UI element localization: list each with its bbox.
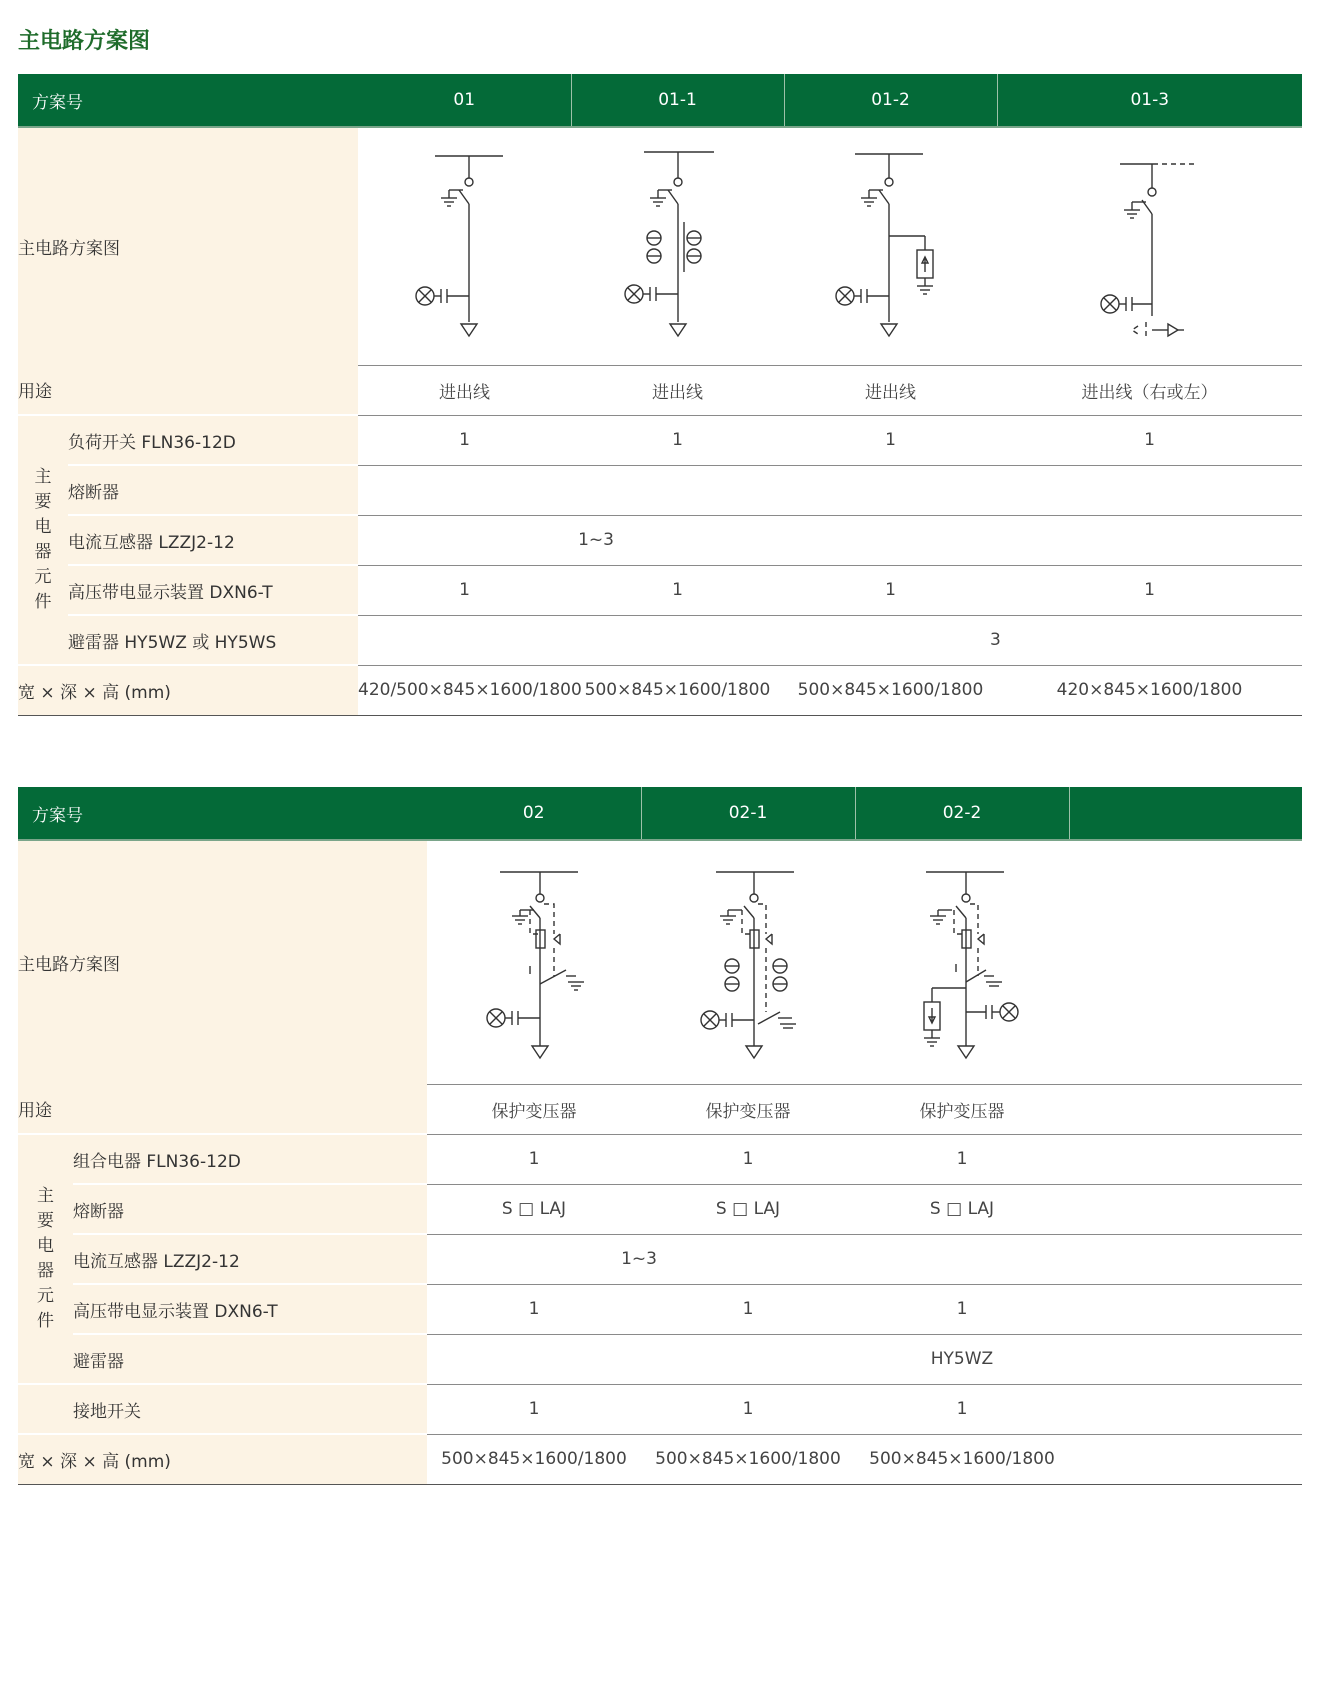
- usage-cell: 进出线: [784, 365, 997, 415]
- component-value: 1: [427, 1134, 641, 1184]
- component-value: [1069, 1134, 1302, 1184]
- component-value: 1: [571, 565, 784, 615]
- dims-row-label: 宽 × 深 × 高 (mm): [18, 665, 358, 715]
- component-name: 电流互感器 LZZJ2-12: [68, 515, 358, 565]
- scheme-table-1: [18, 74, 1302, 716]
- component-value: 1: [855, 1284, 1069, 1334]
- diagram-row-label: 主电路方案图: [18, 127, 358, 365]
- component-value: [997, 465, 1302, 515]
- component-name: 电流互感器 LZZJ2-12: [73, 1234, 427, 1284]
- component-name: 避雷器 HY5WZ 或 HY5WS: [68, 615, 358, 665]
- scheme-number: 01-3: [997, 74, 1302, 127]
- page-title: 主电路方案图: [18, 29, 151, 54]
- usage-cell: 进出线: [358, 365, 571, 415]
- component-value: [1069, 1284, 1302, 1334]
- component-group-label: 主 要 电 器 元 件: [18, 1134, 73, 1384]
- component-name: 高压带电显示装置 DXN6-T: [73, 1284, 427, 1334]
- dims-cell: [1069, 1434, 1302, 1484]
- component-value: 1: [641, 1284, 855, 1334]
- diagram-row-label: 主电路方案图: [18, 840, 427, 1084]
- scheme-number: 02: [427, 787, 641, 840]
- component-name: 避雷器: [73, 1334, 427, 1384]
- component-value: 1: [427, 1284, 641, 1334]
- scheme-number: 01: [358, 74, 571, 127]
- component-value: 1: [641, 1384, 855, 1434]
- component-value: 1: [784, 565, 997, 615]
- component-name: 负荷开关 FLN36-12D: [68, 415, 358, 465]
- component-value: 1: [641, 1134, 855, 1184]
- component-value: 1: [358, 415, 571, 465]
- component-value: 1~3: [358, 515, 784, 565]
- component-group-label: 主 要 电 器 元 件: [18, 415, 68, 665]
- component-name: 高压带电显示装置 DXN6-T: [68, 565, 358, 615]
- dims-cell: 500×845×1600/1800: [641, 1434, 855, 1484]
- circuit-diagram-01-3: [997, 127, 1302, 365]
- dims-cell: 500×845×1600/1800: [427, 1434, 641, 1484]
- component-value: [571, 465, 784, 515]
- component-name: 熔断器: [73, 1184, 427, 1234]
- circuit-diagram-02: [427, 840, 641, 1084]
- usage-cell: [1069, 1084, 1302, 1134]
- component-value: [641, 1334, 855, 1384]
- usage-cell: 保护变压器: [855, 1084, 1069, 1134]
- component-value: [427, 1334, 641, 1384]
- component-value: 3: [784, 615, 1302, 665]
- scheme-number: [1069, 787, 1302, 840]
- component-name: 熔断器: [68, 465, 358, 515]
- component-value: [1069, 1334, 1302, 1384]
- dims-row-label: 宽 × 深 × 高 (mm): [18, 1434, 427, 1484]
- circuit-diagram-02-2: [855, 840, 1069, 1084]
- component-value: 1: [855, 1134, 1069, 1184]
- component-value: [1069, 1184, 1302, 1234]
- scheme-number: 02-1: [641, 787, 855, 840]
- header-label: 方案号: [18, 74, 358, 127]
- component-value: [358, 465, 571, 515]
- dims-cell: 420/500×845×1600/1800: [358, 665, 571, 715]
- dims-cell: 500×845×1600/1800: [784, 665, 997, 715]
- dims-cell: 500×845×1600/1800: [571, 665, 784, 715]
- dims-cell: 500×845×1600/1800: [855, 1434, 1069, 1484]
- component-name: 组合电器 FLN36-12D: [73, 1134, 427, 1184]
- component-name: 接地开关: [73, 1384, 427, 1434]
- component-value: S □ LAJ: [427, 1184, 641, 1234]
- scheme-number: 01-2: [784, 74, 997, 127]
- usage-row-label: 用途: [18, 1084, 427, 1134]
- scheme-number: 02-2: [855, 787, 1069, 840]
- component-value: 1~3: [427, 1234, 855, 1284]
- circuit-diagram-01-1: [571, 127, 784, 365]
- component-value: 1: [855, 1384, 1069, 1434]
- circuit-diagram-02-1: [641, 840, 855, 1084]
- component-value: HY5WZ: [855, 1334, 1069, 1384]
- usage-row-label: 用途: [18, 365, 358, 415]
- usage-cell: 进出线（右或左）: [997, 365, 1302, 415]
- component-value: 1: [358, 565, 571, 615]
- circuit-diagram-01-2: [784, 127, 997, 365]
- component-value: [1069, 1384, 1302, 1434]
- usage-cell: 进出线: [571, 365, 784, 415]
- component-value: 1: [997, 415, 1302, 465]
- usage-cell: 保护变压器: [427, 1084, 641, 1134]
- header-label: 方案号: [18, 787, 427, 840]
- component-value: 1: [997, 565, 1302, 615]
- component-value: S □ LAJ: [855, 1184, 1069, 1234]
- component-value: 1: [427, 1384, 641, 1434]
- dims-cell: 420×845×1600/1800: [997, 665, 1302, 715]
- component-value: 1: [784, 415, 997, 465]
- circuit-diagram-01: [358, 127, 571, 365]
- scheme-table-2: [18, 787, 1302, 1485]
- usage-cell: 保护变压器: [641, 1084, 855, 1134]
- component-value: S □ LAJ: [641, 1184, 855, 1234]
- component-value: [784, 465, 997, 515]
- scheme-number: 01-1: [571, 74, 784, 127]
- component-value: 1: [571, 415, 784, 465]
